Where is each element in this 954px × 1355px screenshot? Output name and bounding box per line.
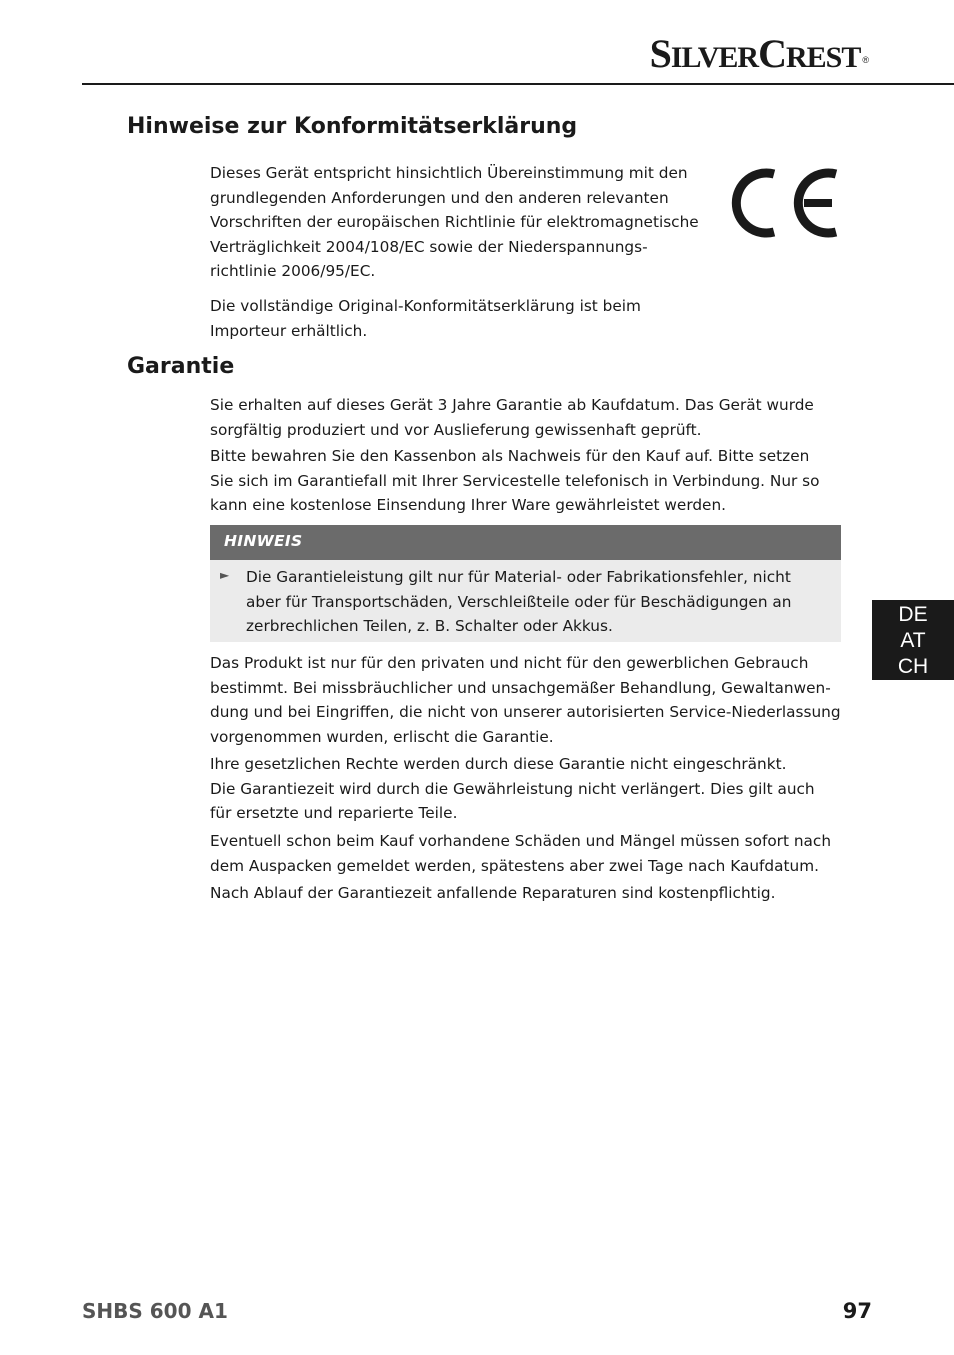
garantie-paragraph-3 — [210, 651, 841, 749]
brand-logo — [649, 31, 868, 78]
konformitaet-paragraph-2 — [210, 294, 641, 343]
text-line: Das Produkt ist nur für den privaten und nicht für den gewerblichen Gebrauch — [210, 654, 809, 672]
text-line: dem Auspacken gemeldet werden, spätestens aber zwei Tage nach Kaufdatum. — [210, 856, 819, 875]
ce-mark-icon — [730, 162, 842, 244]
text-line: Eventuell schon beim Kauf vorhandene Schäden und Mängel müssen sofort nach — [210, 832, 832, 850]
language-de: DE — [898, 603, 928, 626]
section-title-garantie: Garantie — [127, 354, 235, 379]
note-header — [210, 525, 841, 560]
section-title-konformitaet: Hinweise zur Konformitätserklärung — [127, 114, 578, 139]
note-text — [246, 565, 791, 639]
text-line: vorgenommen wurden, erlischt die Garantie. — [210, 727, 554, 746]
text-line: Vorschriften der europäischen Richtlinie für elektromagnetische — [210, 213, 699, 231]
konformitaet-paragraph-1 — [210, 161, 699, 284]
brand-initial-1: S — [649, 31, 671, 76]
text-line: dung und bei Eingriffen, die nicht von unserer autorisierten Service-Niederlassung — [210, 703, 841, 721]
text-line: Die Garantieleistung gilt nur für Material- oder Fabrikationsfehler, nicht — [246, 568, 791, 586]
garantie-paragraph-6 — [210, 881, 775, 906]
language-at: AT — [900, 629, 926, 652]
footer-model: SHBS 600 A1 — [82, 1299, 228, 1323]
text-line: Sie erhalten auf dieses Gerät 3 Jahre Garantie ab Kaufdatum. Das Gerät wurde — [210, 396, 814, 414]
text-line: Die Garantiezeit wird durch die Gewährleistung nicht verlängert. Dies gilt auch — [210, 779, 815, 798]
brand-rest-1: ILVER — [670, 41, 759, 74]
text-line: Sie sich im Garantiefall mit Ihrer Servicestelle telefonisch in Verbindung. Nur so — [210, 471, 820, 490]
text-line: Importeur erhältlich. — [210, 321, 368, 340]
text-line: bestimmt. Bei missbräuchlicher und unsachgemäßer Behandlung, Gewaltanwen- — [210, 678, 831, 697]
triangle-right-icon: ► — [220, 568, 230, 582]
text-line: richtlinie 2006/95/EC. — [210, 262, 376, 280]
text-line: zerbrechlichen Teilen, z. B. Schalter oder Akkus. — [246, 617, 613, 635]
language-ch: CH — [897, 655, 929, 678]
note-body — [210, 560, 841, 642]
garantie-paragraph-2 — [210, 444, 820, 518]
text-line: Nach Ablauf der Garantiezeit anfallende Reparaturen sind kostenpflichtig. — [210, 884, 776, 902]
garantie-paragraph-1 — [210, 393, 814, 442]
text-line: für ersetzte und reparierte Teile. — [210, 804, 458, 822]
text-line: Die vollständige Original-Konformitätserklärung ist beim — [210, 297, 641, 315]
text-line: Verträglichkeit 2004/108/EC sowie der Niederspannungs- — [210, 237, 648, 256]
text-line: Dieses Gerät entspricht hinsichtlich Übereinstimmung mit den — [210, 164, 688, 182]
garantie-paragraph-4 — [210, 752, 815, 826]
text-line: sorgfältig produziert und vor Auslieferung gewissenhaft geprüft. — [210, 420, 702, 439]
brand-initial-2: C — [758, 31, 786, 76]
text-line: kann eine kostenlose Einsendung Ihrer Ware gewährleistet werden. — [210, 496, 727, 514]
text-line: aber für Transportschäden, Verschleißteile oder für Beschädigungen an — [246, 592, 792, 611]
text-line: grundlegenden Anforderungen und den anderen relevanten — [210, 188, 669, 207]
text-line: Ihre gesetzlichen Rechte werden durch diese Garantie nicht eingeschränkt. — [210, 755, 787, 773]
garantie-paragraph-5 — [210, 829, 831, 878]
note-label: HINWEIS — [224, 532, 303, 550]
text-line: Bitte bewahren Sie den Kassenbon als Nachweis für den Kauf auf. Bitte setzen — [210, 447, 810, 465]
registered-mark: ® — [862, 55, 868, 65]
brand-rest-2: REST — [785, 41, 861, 74]
page-number: 97 — [842, 1299, 872, 1323]
language-tab — [872, 600, 954, 680]
header-divider — [82, 83, 954, 85]
